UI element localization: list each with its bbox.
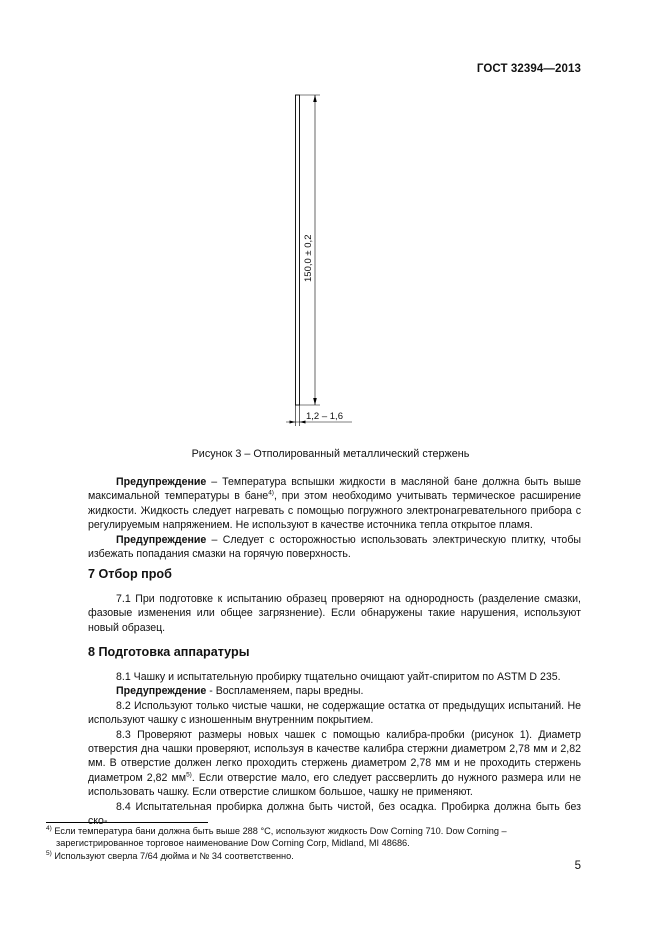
paragraph-text: 8.3 Проверяют размеры новых чашек с помощью калибра-пробки (рисунок 1). Диаметр отверстия дна чашки проверяют, используя в качестве калибра стержни диаметром 2,78 мм и 2,82 мм. В отверстие должен легко проходить стержень диаметром 2,78 мм и не проходить стержень диаметром 2,82 мм [88, 728, 581, 784]
warning-text: – Следует с осторожностью использовать электрическую плитку, чтобы избежать попадания смазки на горячую поверхность. [88, 533, 581, 561]
warning-text: , при этом необходимо учитывать термическое расширение жидкости. Жидкость следует нагревать с помощью погружного электронагревательного прибора с регулируемым напряжением. Не используют в качестве источника тепла открытое пламя. [88, 490, 581, 532]
section-8-body [88, 670, 581, 828]
paragraph-8-4: 8.4 Испытательная пробирка должна быть чистой, без осадка. Пробирка должна быть без ско- [88, 800, 581, 828]
footnote-separator [46, 822, 208, 823]
footnotes [46, 825, 581, 862]
section-7-body [88, 592, 581, 635]
section-8-heading: 8 Подготовка аппаратуры [88, 645, 250, 659]
paragraph-7-1: 7.1 При подготовке к испытанию образец проверяют на однородность (разделение смазки, фазовые изменения или общее загрязнение). Если обнаружены такие нарушения, используют новый образец. [88, 593, 581, 634]
warning-label: Предупреждение [116, 476, 207, 488]
page-number: 5 [574, 860, 581, 872]
dim-length-label: 150,0 ± 0,2 [303, 234, 314, 282]
figure-caption: Рисунок 3 – Отполированный металлический стержень [191, 448, 470, 460]
warning-paragraph-2 [88, 533, 581, 562]
paragraph-8-2: 8.2 Используют только чистые чашки, не содержащие остатка от предыдущих испытаний. Не используют чашку с изношенным внутренним покрытием. [88, 699, 581, 727]
warning-text: – Температура вспышки жидкости в масляной бане должна быть выше максимальной температуры в бане [88, 476, 581, 503]
arrow-bottom [313, 398, 317, 405]
dim-width-label: 1,2 – 1,6 [306, 411, 343, 422]
arrow-top [313, 95, 317, 102]
paragraph-8-3 [88, 728, 581, 800]
rod-drawing [280, 90, 360, 430]
footnote-ref-4: 4) [268, 489, 274, 497]
warning-label: Предупреждение [116, 685, 207, 698]
footnote-4 [46, 825, 581, 850]
footnote-ref-5: 5) [186, 771, 192, 779]
warning-label: Предупреждение [116, 533, 207, 546]
section-7-heading: 7 Отбор проб [88, 567, 172, 581]
footnote-mark-5: 5) [46, 849, 52, 857]
footnote-text: Если температура бани должна быть выше 288 °С, используют жидкость Dow Corning 710. Dow Corning – зарегистрированное торговое наименование Dow Corning Corp, Midland, MI 48686. [51, 826, 507, 849]
warning-paragraph-1 [88, 475, 581, 533]
warnings-block [88, 475, 581, 561]
standard-number: ГОСТ 32394—2013 [476, 63, 581, 75]
arrow-right [300, 421, 306, 424]
rod-body [296, 95, 300, 405]
warning-text: - Воспламеняем, пары вредны. [206, 685, 364, 698]
footnote-5 [46, 850, 581, 862]
warning-paragraph-3 [88, 684, 581, 698]
arrow-left [290, 421, 296, 424]
paragraph-8-1: 8.1 Чашку и испытательную пробирку тщательно очищают уайт-спиритом по ASTM D 235. [116, 671, 561, 683]
footnote-mark-4: 4) [46, 824, 52, 832]
footnote-text: Используют сверла 7/64 дюйма и № 34 соответственно. [51, 850, 294, 861]
paragraph-text: . Если отверстие мало, его следует рассверлить до нужного размера или не использовать чашку. Если отверстие слишком большое, чашку не применяют. [88, 771, 581, 799]
